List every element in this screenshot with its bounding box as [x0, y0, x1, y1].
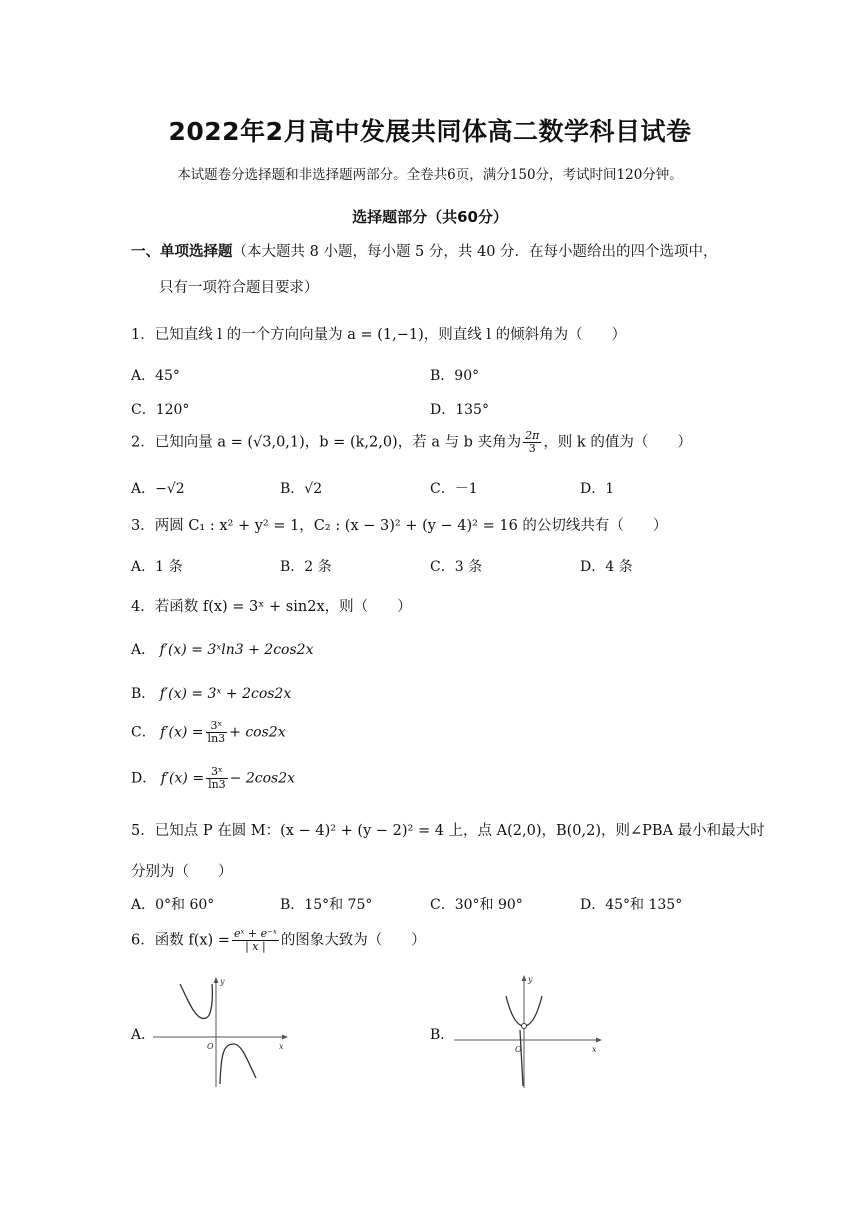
section-heading: 选择题部分（共60分） — [352, 208, 508, 226]
graph-b-x-arrow-icon — [596, 1038, 602, 1043]
q4-option-d-rhs: − 2cos2x — [229, 770, 296, 787]
q2-option-d: D．1 — [580, 481, 615, 497]
q2-stem-part1: 2．已知向量 a = (√3,0,1)，b = (k,2,0)，若 a 与 b 夹角为 — [131, 434, 522, 451]
q4-option-a-label: A． — [131, 642, 156, 658]
graph-a-left-branch — [180, 984, 212, 1018]
question-6-stem — [131, 928, 426, 953]
question-1-stem: 1．已知直线 l 的一个方向向量为 a = (1,−1)，则直线 l 的倾斜角为（ ） — [131, 327, 627, 343]
graph-b-lower-branch — [520, 1030, 523, 1086]
graph-a-x-label: x — [279, 1042, 284, 1051]
graph-a-right-branch — [220, 1044, 256, 1084]
graph-a-y-label: y — [220, 977, 225, 986]
q4-option-d-den: ln3 — [208, 778, 226, 791]
q5-option-d: D．45°和 135° — [580, 897, 683, 913]
q4-option-d-num: 3ˣ — [206, 766, 228, 779]
q6-fraction-den: | x | — [245, 940, 266, 953]
q6-stem-part1: 6．函数 f(x) = — [131, 932, 230, 949]
q4-option-b-label: B． — [131, 686, 156, 702]
q4-option-b-expr: f′(x) = 3ˣ + 2cos2x — [159, 686, 292, 702]
q4-option-a — [131, 639, 313, 659]
q2-stem-part2: ，则 k 的值为（ ） — [543, 434, 692, 451]
part-heading — [131, 240, 718, 261]
question-5-stem-line1: 5．已知点 P 在圆 M：(x − 4)² + (y − 2)² = 4 上，点 A(2,0)，B(0,2)，则∠PBA 最小和最大时 — [131, 823, 765, 839]
q3-option-a: A．1 条 — [131, 559, 183, 575]
q2-option-b: B．√2 — [280, 481, 323, 497]
q4-option-c-rhs: + cos2x — [229, 724, 286, 741]
q3-option-d: D．4 条 — [580, 559, 633, 575]
question-2-stem — [131, 430, 692, 455]
q6-function-fraction — [232, 928, 279, 953]
q4-option-c-fraction — [206, 720, 228, 745]
q4-option-c-den: ln3 — [207, 732, 226, 745]
q4-option-c-num: 3ˣ — [206, 720, 228, 733]
q3-option-b: B．2 条 — [280, 559, 332, 575]
q4-option-b — [131, 683, 291, 703]
graph-a-x-arrow-icon — [282, 1035, 288, 1040]
question-3-stem: 3．两圆 C₁ : x² + y² = 1，C₂ : (x − 3)² + (y − 4)² = 16 的公切线共有（ ） — [131, 518, 668, 534]
q2-option-a: A．−√2 — [131, 481, 185, 497]
q4-option-c-label: C． — [131, 724, 156, 741]
graph-b-origin-label: O — [515, 1045, 522, 1054]
q4-option-d-lhs: f′(x) = — [160, 770, 205, 787]
q2-angle-fraction — [523, 430, 541, 455]
q4-option-a-expr: f′(x) = 3ˣln3 + 2cos2x — [159, 642, 314, 658]
q6-graph-b — [450, 970, 610, 1092]
q6-stem-part2: 的图象大致为（ ） — [280, 932, 426, 949]
q2-fraction-num: 2π — [525, 429, 540, 442]
q4-option-d-fraction — [206, 766, 228, 791]
part-desc-line1: （本大题共 8 小题，每小题 5 分，共 40 分．在每小题给出的四个选项中， — [232, 244, 718, 260]
q1-option-c: C．120° — [131, 402, 190, 418]
q5-option-c: C．30°和 90° — [430, 897, 523, 913]
question-4-stem: 4．若函数 f(x) = 3ˣ + sin2x，则（ ） — [131, 599, 412, 615]
q1-option-a: A．45° — [131, 368, 180, 384]
q2-fraction-den: 3 — [528, 442, 536, 455]
graph-b-y-label: y — [528, 975, 533, 984]
question-5-stem-line2: 分别为（ ） — [131, 864, 233, 880]
q6-option-a: A． — [131, 1027, 156, 1043]
part-desc-line2: 只有一项符合题目要求） — [159, 280, 319, 296]
q5-option-a: A．0°和 60° — [131, 897, 215, 913]
q6-fraction-num: eˣ + e⁻ˣ — [233, 927, 277, 940]
q5-option-b: B．15°和 75° — [280, 897, 373, 913]
q4-option-c-lhs: f′(x) = — [160, 724, 204, 741]
q6-graph-a — [148, 972, 293, 1092]
q4-option-d-label: D． — [131, 770, 157, 787]
graph-b-x-label: x — [592, 1045, 597, 1054]
q3-option-c: C．3 条 — [430, 559, 483, 575]
graph-a-origin-label: O — [207, 1042, 214, 1051]
q1-option-b: B．90° — [430, 368, 480, 384]
q2-option-c: C．－1 — [430, 481, 478, 497]
q4-option-d — [131, 766, 295, 791]
part-label: 一、单项选择题 — [131, 244, 233, 260]
page-title: 2022年2月高中发展共同体高二数学科目试卷 — [168, 117, 692, 146]
graph-a-y-arrow-icon — [214, 977, 219, 983]
exam-intro: 本试题卷分选择题和非选择题两部分。全卷共6页，满分150分，考试时间120分钟。 — [177, 167, 683, 183]
q1-option-d: D．135° — [430, 402, 489, 418]
graph-b-y-arrow-icon — [522, 975, 527, 981]
q4-option-c — [131, 720, 286, 745]
graph-b-open-point-icon — [522, 1024, 527, 1029]
q6-option-b: B． — [430, 1027, 455, 1043]
